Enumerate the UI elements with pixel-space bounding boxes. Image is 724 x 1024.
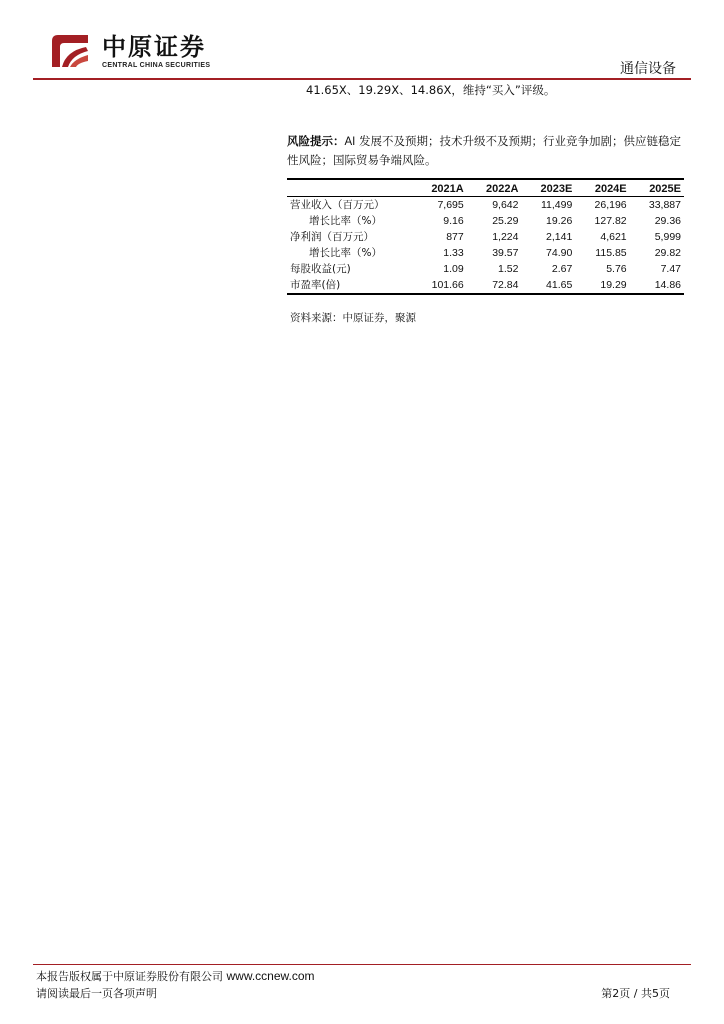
- brand-name-cn: 中原证券: [102, 32, 206, 61]
- table-cell: 2.67: [551, 263, 573, 275]
- table-cell: 7.47: [660, 263, 681, 275]
- brand-name-en: CENTRAL CHINA SECURITIES: [102, 62, 211, 69]
- table-row: [287, 277, 684, 294]
- table-cell: 4,621: [600, 231, 627, 243]
- table-cell: 9.16: [443, 215, 464, 227]
- table-cell: 1,224: [492, 231, 519, 243]
- table-cell: 19.26: [546, 215, 573, 227]
- table-header-cell: 2025E: [630, 179, 684, 197]
- risk-warning-text: 发展不及预期；技术升级不及预期；行业竞争加剧；供应链稳定性风险；国际贸易争端风险。: [287, 134, 682, 167]
- table-source-note: 资料来源：中原证券，聚源: [290, 312, 416, 324]
- row-label: 每股收益(元): [290, 263, 351, 275]
- table-cell: 72.84: [467, 277, 522, 294]
- header-divider: [33, 78, 691, 80]
- continued-paragraph: 41.65X、19.29X、14.86X，维持“买入”评级。: [306, 83, 556, 97]
- table-header-cell: [287, 179, 412, 197]
- table-cell: 25.29: [492, 215, 519, 227]
- table-cell: 29.82: [654, 247, 681, 259]
- footer-disclaimer: 请阅读最后一页各项声明: [36, 987, 157, 1000]
- row-label: 营业收入（百万元）: [290, 199, 385, 211]
- table-row: [287, 213, 684, 229]
- table-cell: 74.90: [546, 247, 573, 259]
- risk-warning-label: 风险提示：: [287, 134, 345, 148]
- row-label: 净利润（百万元）: [290, 231, 374, 243]
- table-row: [287, 245, 684, 261]
- row-label: 市盈率(倍): [287, 277, 412, 294]
- table-cell: 19.29: [575, 277, 629, 294]
- table-cell: 7,695: [437, 199, 464, 211]
- table-row: [287, 197, 684, 214]
- website-link[interactable]: www.ccnew.com: [226, 969, 315, 983]
- table-cell: 115.85: [595, 247, 627, 259]
- table-cell: 1.33: [443, 247, 464, 259]
- table-header-cell: 2022A: [467, 179, 522, 197]
- table-header-cell: 2021A: [412, 179, 467, 197]
- table-cell: 877: [446, 231, 464, 243]
- risk-warning-ai: AI: [344, 136, 356, 148]
- table-cell: 1.09: [443, 263, 464, 275]
- company-logo: [48, 33, 92, 71]
- table-header-cell: 2024E: [575, 179, 629, 197]
- copyright-text: 本报告版权属于中原证券股份有限公司: [36, 970, 223, 983]
- table-cell: 26,196: [594, 199, 627, 211]
- table-row: [287, 261, 684, 277]
- row-label: 增长比率（%）: [309, 247, 382, 259]
- risk-warning: [287, 132, 684, 169]
- footer-copyright: [36, 968, 315, 984]
- table-cell: 11,499: [540, 199, 573, 211]
- table-cell: 5.76: [606, 263, 627, 275]
- company-logo-mark: [48, 33, 92, 71]
- table-row: [287, 229, 684, 245]
- row-label: 增长比率（%）: [309, 215, 382, 227]
- table-cell: 9,642: [492, 199, 519, 211]
- financial-forecast-table: [287, 178, 684, 295]
- table-cell: 1.52: [498, 263, 519, 275]
- page-number: 第2页 / 共5页: [601, 987, 670, 1000]
- table-cell: 41.65: [521, 277, 575, 294]
- table-cell: 14.86: [630, 277, 684, 294]
- table-header-cell: 2023E: [521, 179, 575, 197]
- table-cell: 39.57: [492, 247, 519, 259]
- footer-divider: [33, 964, 691, 965]
- table-cell: 127.82: [594, 215, 627, 227]
- table-cell: 33,887: [648, 199, 681, 211]
- table-cell: 101.66: [412, 277, 467, 294]
- section-title: 通信设备: [620, 61, 676, 77]
- table-header-row: [287, 179, 684, 197]
- table-cell: 2,141: [546, 231, 573, 243]
- table-cell: 5,999: [654, 231, 681, 243]
- table-cell: 29.36: [654, 215, 681, 227]
